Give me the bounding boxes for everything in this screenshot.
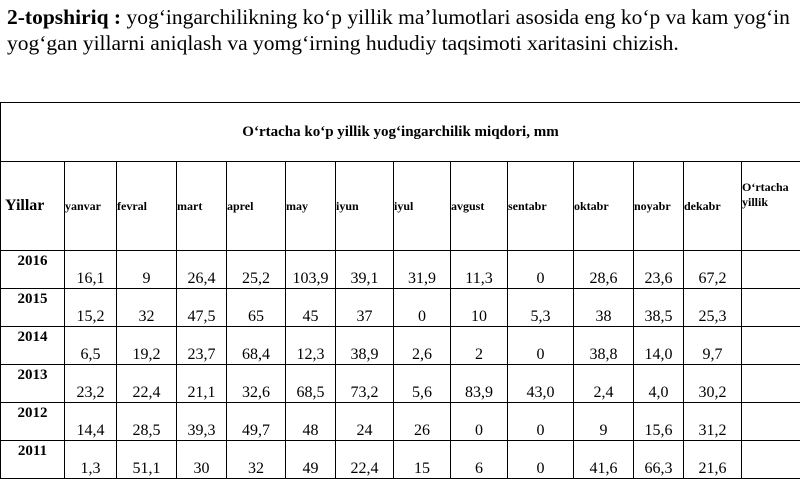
average-cell bbox=[742, 365, 800, 403]
value-cell: 32 bbox=[227, 441, 286, 479]
year-cell: 2014 bbox=[1, 327, 65, 365]
value-cell: 16,1 bbox=[65, 251, 117, 289]
value-cell: 28,6 bbox=[574, 251, 634, 289]
value-cell: 2 bbox=[451, 327, 508, 365]
table-row bbox=[1, 403, 800, 441]
value-cell: 37 bbox=[336, 289, 394, 327]
value-cell: 23,2 bbox=[65, 365, 117, 403]
value-cell: 22,4 bbox=[336, 441, 394, 479]
value-cell: 21,1 bbox=[177, 365, 227, 403]
value-cell: 103,9 bbox=[286, 251, 336, 289]
value-cell: 65 bbox=[227, 289, 286, 327]
value-cell: 26 bbox=[394, 403, 451, 441]
value-cell: 10 bbox=[451, 289, 508, 327]
value-cell: 38,9 bbox=[336, 327, 394, 365]
value-cell: 68,4 bbox=[227, 327, 286, 365]
value-cell: 22,4 bbox=[117, 365, 177, 403]
value-cell: 26,4 bbox=[177, 251, 227, 289]
table-row bbox=[1, 365, 800, 403]
value-cell: 0 bbox=[394, 289, 451, 327]
value-cell: 51,1 bbox=[117, 441, 177, 479]
month-header-avgust: avgust bbox=[451, 162, 508, 251]
month-header-noyabr: noyabr bbox=[634, 162, 684, 251]
value-cell: 23,6 bbox=[634, 251, 684, 289]
value-cell: 30 bbox=[177, 441, 227, 479]
value-cell: 38 bbox=[574, 289, 634, 327]
value-cell: 1,3 bbox=[65, 441, 117, 479]
value-cell: 38,5 bbox=[634, 289, 684, 327]
value-cell: 38,8 bbox=[574, 327, 634, 365]
value-cell: 39,1 bbox=[336, 251, 394, 289]
task-statement bbox=[7, 4, 797, 56]
value-cell: 15 bbox=[394, 441, 451, 479]
value-cell: 0 bbox=[508, 441, 574, 479]
value-cell: 83,9 bbox=[451, 365, 508, 403]
value-cell: 14,0 bbox=[634, 327, 684, 365]
value-cell: 47,5 bbox=[177, 289, 227, 327]
value-cell: 0 bbox=[508, 251, 574, 289]
value-cell: 49,7 bbox=[227, 403, 286, 441]
month-header-iyun: iyun bbox=[336, 162, 394, 251]
value-cell: 48 bbox=[286, 403, 336, 441]
value-cell: 30,2 bbox=[684, 365, 742, 403]
value-cell: 45 bbox=[286, 289, 336, 327]
value-cell: 39,3 bbox=[177, 403, 227, 441]
year-column-header: Yillar bbox=[1, 162, 65, 251]
table-row bbox=[1, 441, 800, 479]
value-cell: 31,2 bbox=[684, 403, 742, 441]
value-cell: 66,3 bbox=[634, 441, 684, 479]
month-header-may: may bbox=[286, 162, 336, 251]
month-header-mart: mart bbox=[177, 162, 227, 251]
value-cell: 5,6 bbox=[394, 365, 451, 403]
value-cell: 25,3 bbox=[684, 289, 742, 327]
year-cell: 2015 bbox=[1, 289, 65, 327]
value-cell: 23,7 bbox=[177, 327, 227, 365]
value-cell: 43,0 bbox=[508, 365, 574, 403]
value-cell: 19,2 bbox=[117, 327, 177, 365]
precipitation-table bbox=[0, 102, 800, 479]
value-cell: 24 bbox=[336, 403, 394, 441]
value-cell: 6 bbox=[451, 441, 508, 479]
value-cell: 0 bbox=[451, 403, 508, 441]
year-cell: 2012 bbox=[1, 403, 65, 441]
value-cell: 0 bbox=[508, 403, 574, 441]
value-cell: 12,3 bbox=[286, 327, 336, 365]
value-cell: 41,6 bbox=[574, 441, 634, 479]
month-header-fevral: fevral bbox=[117, 162, 177, 251]
year-cell: 2013 bbox=[1, 365, 65, 403]
value-cell: 11,3 bbox=[451, 251, 508, 289]
table-row bbox=[1, 327, 800, 365]
month-header-dekabr: dekabr bbox=[684, 162, 742, 251]
average-column-header: O‘rtacha yillik bbox=[742, 162, 800, 251]
value-cell: 67,2 bbox=[684, 251, 742, 289]
month-header-oktabr: oktabr bbox=[574, 162, 634, 251]
month-header-sentabr: sentabr bbox=[508, 162, 574, 251]
value-cell: 28,5 bbox=[117, 403, 177, 441]
value-cell: 49 bbox=[286, 441, 336, 479]
value-cell: 9,7 bbox=[684, 327, 742, 365]
year-cell: 2016 bbox=[1, 251, 65, 289]
table-row bbox=[1, 251, 800, 289]
value-cell: 9 bbox=[117, 251, 177, 289]
task-label: 2-topshiriq : bbox=[7, 5, 121, 29]
value-cell: 2,4 bbox=[574, 365, 634, 403]
month-header-aprel: aprel bbox=[227, 162, 286, 251]
average-cell bbox=[742, 251, 800, 289]
value-cell: 15,6 bbox=[634, 403, 684, 441]
value-cell: 14,4 bbox=[65, 403, 117, 441]
value-cell: 32,6 bbox=[227, 365, 286, 403]
value-cell: 68,5 bbox=[286, 365, 336, 403]
value-cell: 0 bbox=[508, 327, 574, 365]
value-cell: 9 bbox=[574, 403, 634, 441]
value-cell: 21,6 bbox=[684, 441, 742, 479]
month-header-yanvar: yanvar bbox=[65, 162, 117, 251]
value-cell: 32 bbox=[117, 289, 177, 327]
task-text: yog‘ingarchilikning ko‘p yillik ma’lumotlari asosida eng ko‘p va kam yog‘in yog‘gan yillarni aniqlash va yomg‘irning hududiy taqsimoti xaritasini chizish. bbox=[7, 5, 790, 55]
average-cell bbox=[742, 403, 800, 441]
average-cell bbox=[742, 327, 800, 365]
table-title: O‘rtacha ko‘p yillik yog‘ingarchilik miqdori, mm bbox=[1, 103, 800, 162]
value-cell: 6,5 bbox=[65, 327, 117, 365]
value-cell: 73,2 bbox=[336, 365, 394, 403]
average-cell bbox=[742, 441, 800, 479]
average-cell bbox=[742, 289, 800, 327]
month-header-iyul: iyul bbox=[394, 162, 451, 251]
value-cell: 5,3 bbox=[508, 289, 574, 327]
value-cell: 31,9 bbox=[394, 251, 451, 289]
table-row bbox=[1, 289, 800, 327]
value-cell: 4,0 bbox=[634, 365, 684, 403]
year-cell: 2011 bbox=[1, 441, 65, 479]
table-header-row bbox=[1, 162, 800, 251]
value-cell: 2,6 bbox=[394, 327, 451, 365]
value-cell: 25,2 bbox=[227, 251, 286, 289]
value-cell: 15,2 bbox=[65, 289, 117, 327]
